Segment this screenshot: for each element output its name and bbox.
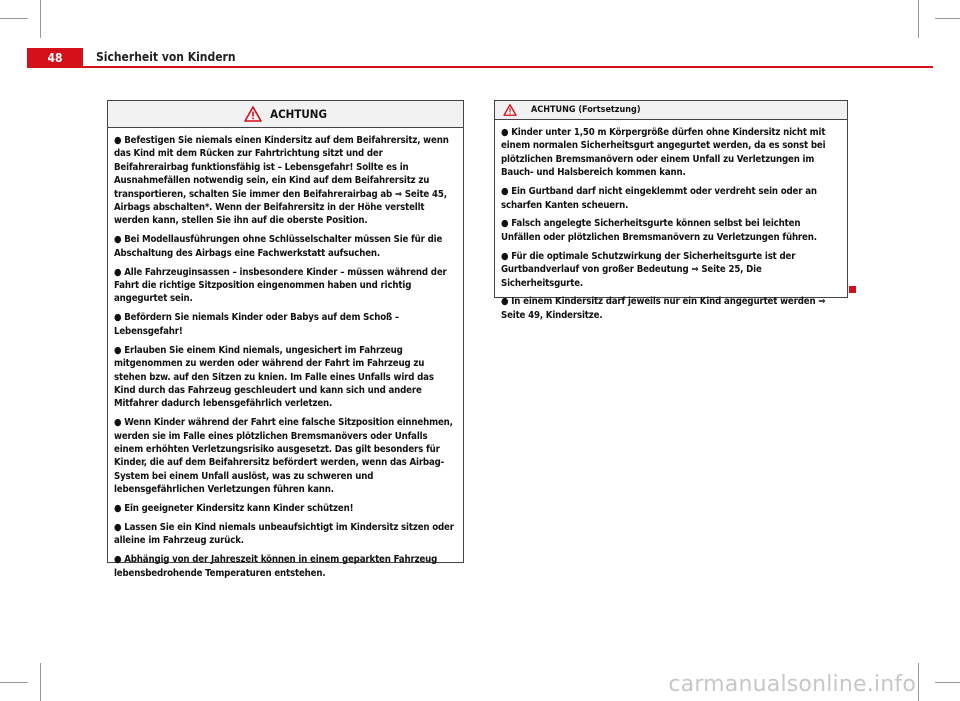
warning-bullet: ● Falsch angelegte Sicherheitsgurte können selbst bei leichten Unfällen oder plötzlichen Bremsmanövern zu Verletzungen führen. — [501, 218, 817, 243]
end-of-section-mark — [849, 286, 856, 293]
crop-mark — [918, 0, 919, 38]
warning-bullet: ● Ein geeigneter Kindersitz kann Kinder schützen! — [114, 503, 354, 515]
warning-bullet: ● Alle Fahrzeuginsassen – insbesondere Kinder – müssen während der Fahrt die richtige Sitzposition eingenommen haben und richtig angegurtet sein. — [114, 266, 447, 305]
crop-mark — [935, 18, 960, 19]
crop-mark — [40, 663, 41, 701]
warning-bullet: ● Ein Gurtband darf nicht eingeklemmt oder verdreht sein oder an scharfen Kanten scheuern. — [501, 186, 817, 211]
warning-box-body — [108, 128, 463, 590]
warning-bullet: ● Bei Modellausführungen ohne Schlüsselschalter müssen Sie für die Abschaltung des Airbags eine Fachwerkstatt aufsuchen. — [114, 234, 443, 259]
warning-box-header — [495, 101, 847, 120]
warning-bullet: ● Befördern Sie niemals Kinder oder Babys auf dem Schoß – Lebensgefahr! — [114, 312, 400, 337]
warning-bullet: ● Abhängig von der Jahreszeit können in einem geparkten Fahrzeug lebensbedrohende Temperaturen entstehen. — [114, 554, 438, 579]
warning-triangle-icon — [244, 106, 262, 122]
crop-mark — [40, 0, 41, 38]
header-rule — [83, 66, 933, 68]
warning-bullet: ● Erlauben Sie einem Kind niemals, ungesichert im Fahrzeug mitgenommen zu werden oder während der Fahrt im Fahrzeug zu stehen bzw. auf den Sitzen zu knien. Im Falle eines Unfalls wird das Kind durch das Fahrzeug geschleudert und kann sich und andere Mitfahrer dadurch lebensgefährlich verletzen. — [114, 344, 434, 410]
warning-bullet: ● Für die optimale Schutzwirkung der Sicherheitsgurte ist der Gurtbandverlauf von großer Bedeutung ⇒ Seite 25, Die Sicherheitsgurte. — [501, 250, 796, 289]
crop-mark — [0, 18, 28, 19]
warning-box-header — [108, 101, 463, 128]
warning-box — [107, 100, 464, 579]
warning-bullet: ● In einem Kindersitz darf jeweils nur ein Kind angegurtet werden ⇒ Seite 49, Kindersitze. — [501, 296, 826, 321]
warning-bullet: ● Befestigen Sie niemals einen Kindersitz auf dem Beifahrersitz, wenn das Kind mit dem Rücken zur Fahrtrichtung sitzt und der Beifahrerairbag funktionsfähig ist – Lebensgefahr! Sollte es in Ausnahmefällen notwendig sein, ein Kind auf dem Beifahrersitz zu transportieren, schalten Sie immer den Beifahrerairbag ab ⇒ Seite 45, Airbags abschalten*. Wenn der Beifahrersitz in der Höhe verstellt werden kann, stellen Sie ihn auf die oberste Position. — [114, 135, 449, 227]
warning-box-title: ACHTUNG (Fortsetzung) — [531, 105, 641, 115]
warning-triangle-icon — [503, 104, 517, 116]
crop-mark — [918, 663, 919, 701]
crop-mark — [935, 682, 960, 683]
warning-box-title: ACHTUNG — [270, 107, 327, 121]
warning-bullet: ● Wenn Kinder während der Fahrt eine falsche Sitzposition einnehmen, werden sie im Falle eines plötzlichen Bremsmanövers oder Unfalls einem erhöhten Verletzungsrisiko ausgesetzt. Das gilt besonders für Kinder, die auf dem Beifahrersitz befördert werden, wenn das Airbag-System bei einem Unfall auslöst, was zu schweren und lebensgefährlichen Verletzungen führen kann. — [114, 417, 453, 496]
crop-mark — [0, 682, 28, 683]
watermark: carmanualsonline.info — [668, 672, 916, 697]
page-number: 48 — [27, 48, 83, 68]
warning-box-body — [495, 120, 847, 332]
warning-box-continued — [494, 100, 848, 321]
page-title: Sicherheit von Kindern — [96, 50, 236, 64]
warning-bullet: ● Lassen Sie ein Kind niemals unbeaufsichtigt im Kindersitz sitzen oder alleine im Fahrzeug zurück. — [114, 522, 454, 547]
warning-bullet: ● Kinder unter 1,50 m Körpergröße dürfen ohne Kindersitz nicht mit einem normalen Sicherheitsgurt angegurtet werden, da es sonst bei plötzlichen Bremsmanövern oder einem Unfall zu Verletzungen im Bauch- und Halsbereich kommen kann. — [501, 127, 826, 179]
